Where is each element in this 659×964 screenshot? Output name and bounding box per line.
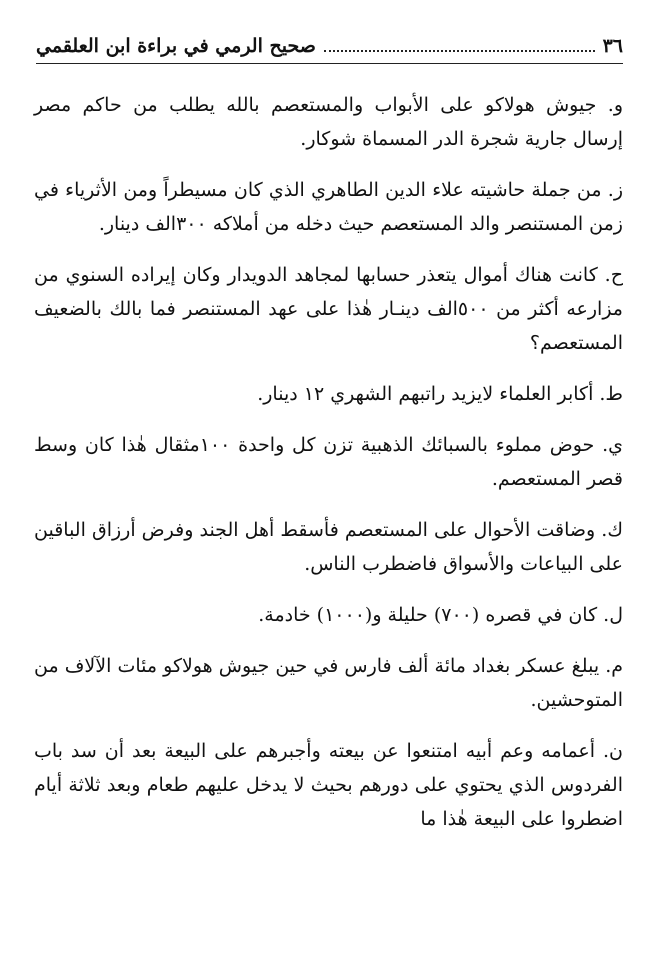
paragraph-ya: ي. حوض مملوء بالسبائك الذهبية تزن كل واحدة ١٠٠مثقال هٰذا كان وسط قصر المستعصم.: [34, 434, 623, 490]
running-title: صحيح الرمي في براءة ابن العلقمي: [36, 35, 316, 57]
header-rule: [36, 63, 623, 64]
running-header: [36, 28, 623, 60]
paragraph-lam: ل. كان في قصره (٧٠٠) حليلة و(١٠٠٠) خادمة.: [258, 604, 623, 626]
paragraph-mim: م. يبلغ عسكر بغداد مائة ألف فارس في حين جيوش هولاكو مئات الآلاف من المتوحشين.: [34, 655, 623, 711]
body-text: [34, 88, 623, 853]
page-number: ٣٦: [602, 35, 623, 57]
paragraph-zay: ز. من جملة حاشيته علاء الدين الطاهري الذي كان مسيطراً ومن الأثرياء في زمن المستنصر والد المستعصم حيث دخله من أملاكه ٣٠٠الف دينار.: [34, 179, 623, 235]
paragraph-ta: ط. أكابر العلماء لايزيد راتبهم الشهري ١٢ دينار.: [257, 383, 623, 405]
paragraph-kaf: ك. وضاقت الأحوال على المستعصم فأسقط أهل الجند وفرض أرزاق الباقين على البياعات والأسواق فاضطرب الناس.: [34, 519, 623, 575]
paragraph-waw: و. جيوش هولاكو على الأبواب والمستعصم بالله يطلب من حاكم مصر إرسال جارية شجرة الدر المسماة شوكار.: [34, 94, 623, 150]
paragraph-nun: ن. أعمامه وعم أبيه امتنعوا عن بيعته وأجبرهم على البيعة بعد أن سد باب الفردوس الذي يحتوي على دورهم بحيث لا يدخل عليهم طعام وبعد ثلاثة أيام اضطروا على البيعة هٰذا ما: [34, 740, 623, 830]
paragraph-ha: ح. كانت هناك أموال يتعذر حسابها لمجاهد الدويدار وكان إيراده السنوي من مزارعه أكثر من ٥٠٠الف دينـار هٰذا على عهد المستنصر فما بالك بالضعيف المستعصم؟: [34, 264, 623, 354]
header-dot-leader: [324, 49, 595, 52]
